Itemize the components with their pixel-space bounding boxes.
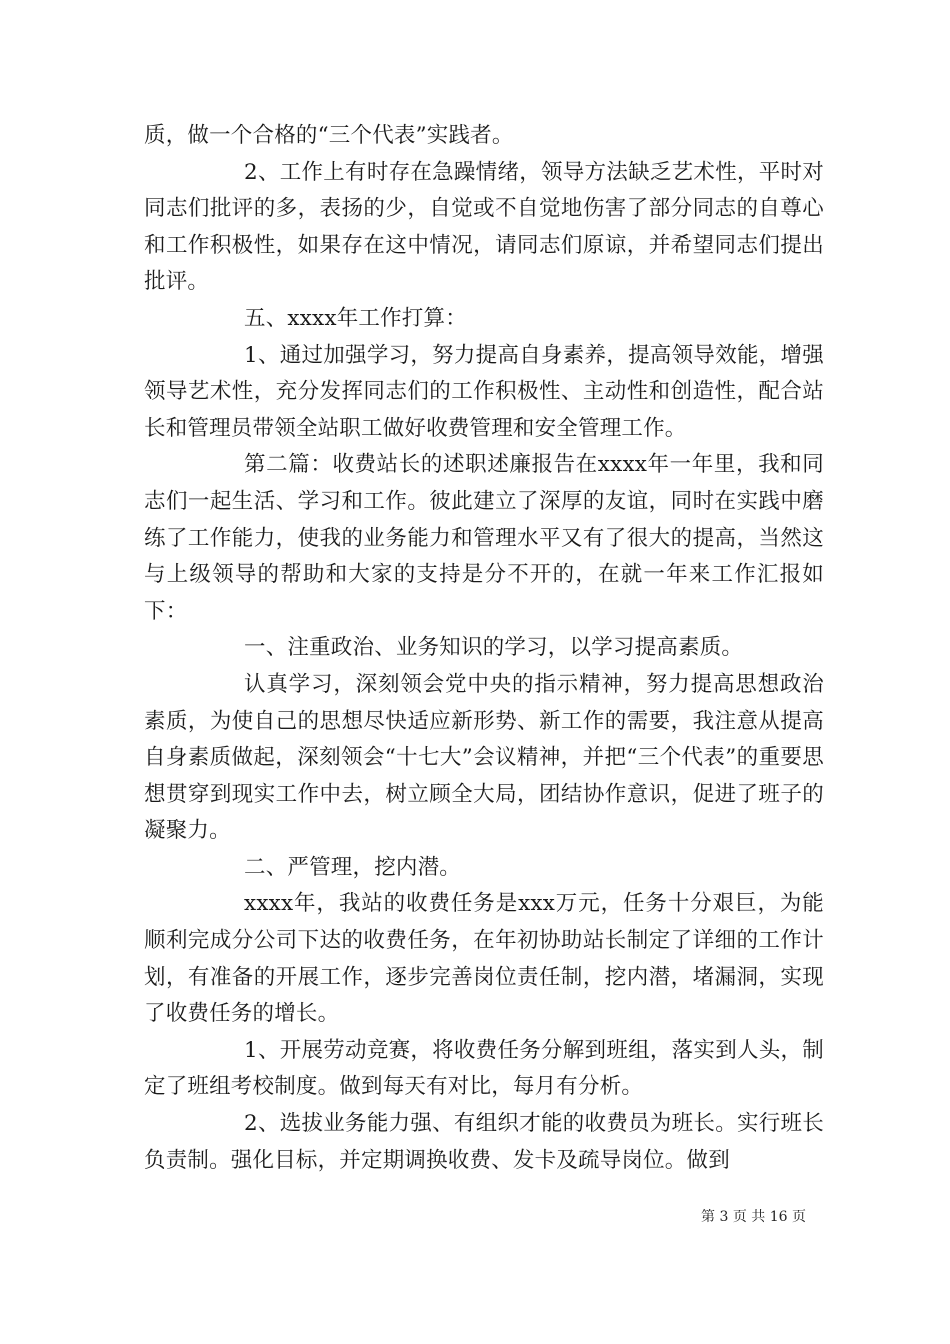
paragraph-item-1-plan: 1、通过加强学习，努力提高自身素养，提高领导效能，增强领导艺术性，充分发挥同志们的工作积极性、主动性和创造性，配合站长和管理员带领全站职工做好收费管理和安全管理工作。	[144, 342, 824, 441]
paragraph-study-detail: 认真学习，深刻领会党中央的指示精神，努力提高思想政治素质，为使自己的思想尽快适应新形势、新工作的需要，我注意从提高自身素质做起，深刻领会“十七大”会议精神，并把“三个代表”的重要思想贯穿到现实工作中去，树立顾全大局，团结协作意识，促进了班子的凝聚力。	[144, 671, 824, 844]
paragraph-item-1-competition: 1、开展劳动竞赛，将收费任务分解到班组，落实到人头，制定了班组考校制度。做到每天有对比，每月有分析。	[144, 1037, 824, 1100]
section-heading-study: 一、注重政治、业务知识的学习，以学习提高素质。	[244, 635, 744, 661]
section-heading-management: 二、严管理，挖内潜。	[244, 854, 462, 880]
paragraph-item-2-shortcoming: 2、工作上有时存在急躁情绪，领导方法缺乏艺术性，平时对同志们批评的多，表扬的少，自觉或不自觉地伤害了部分同志的自尊心和工作积极性，如果存在这中情况，请同志们原谅，并希望同志们提出批评。	[144, 159, 824, 295]
paragraph-second-article-intro: 第二篇：收费站长的述职述廉报告在xxxx年一年里，我和同志们一起生活、学习和工作。彼此建立了深厚的友谊，同时在实践中磨练了工作能力，使我的业务能力和管理水平又有了很大的提高，当然这与上级领导的帮助和大家的支持是分不开的，在就一年来工作汇报如下：	[144, 452, 824, 624]
section-heading-work-plan: 五、xxxx年工作打算：	[244, 305, 467, 331]
paragraph-management-detail: xxxx年，我站的收费任务是xxx万元，任务十分艰巨，为能顺利完成分公司下达的收费任务，在年初协助站长制定了详细的工作计划，有准备的开展工作，逐步完善岗位责任制，挖内潜，堵漏洞，实现了收费任务的增长。	[144, 891, 824, 1027]
page-number-footer: 第 3 页 共 16 页	[701, 1209, 806, 1225]
document-body	[144, 118, 824, 1179]
paragraph-continuation: 质，做一个合格的“三个代表”实践者。	[144, 123, 514, 148]
paragraph-item-2-team-leader: 2、选拔业务能力强、有组织才能的收费员为班长。实行班长负责制。强化目标，并定期调换收费、发卡及疏导岗位。做到	[144, 1111, 824, 1173]
